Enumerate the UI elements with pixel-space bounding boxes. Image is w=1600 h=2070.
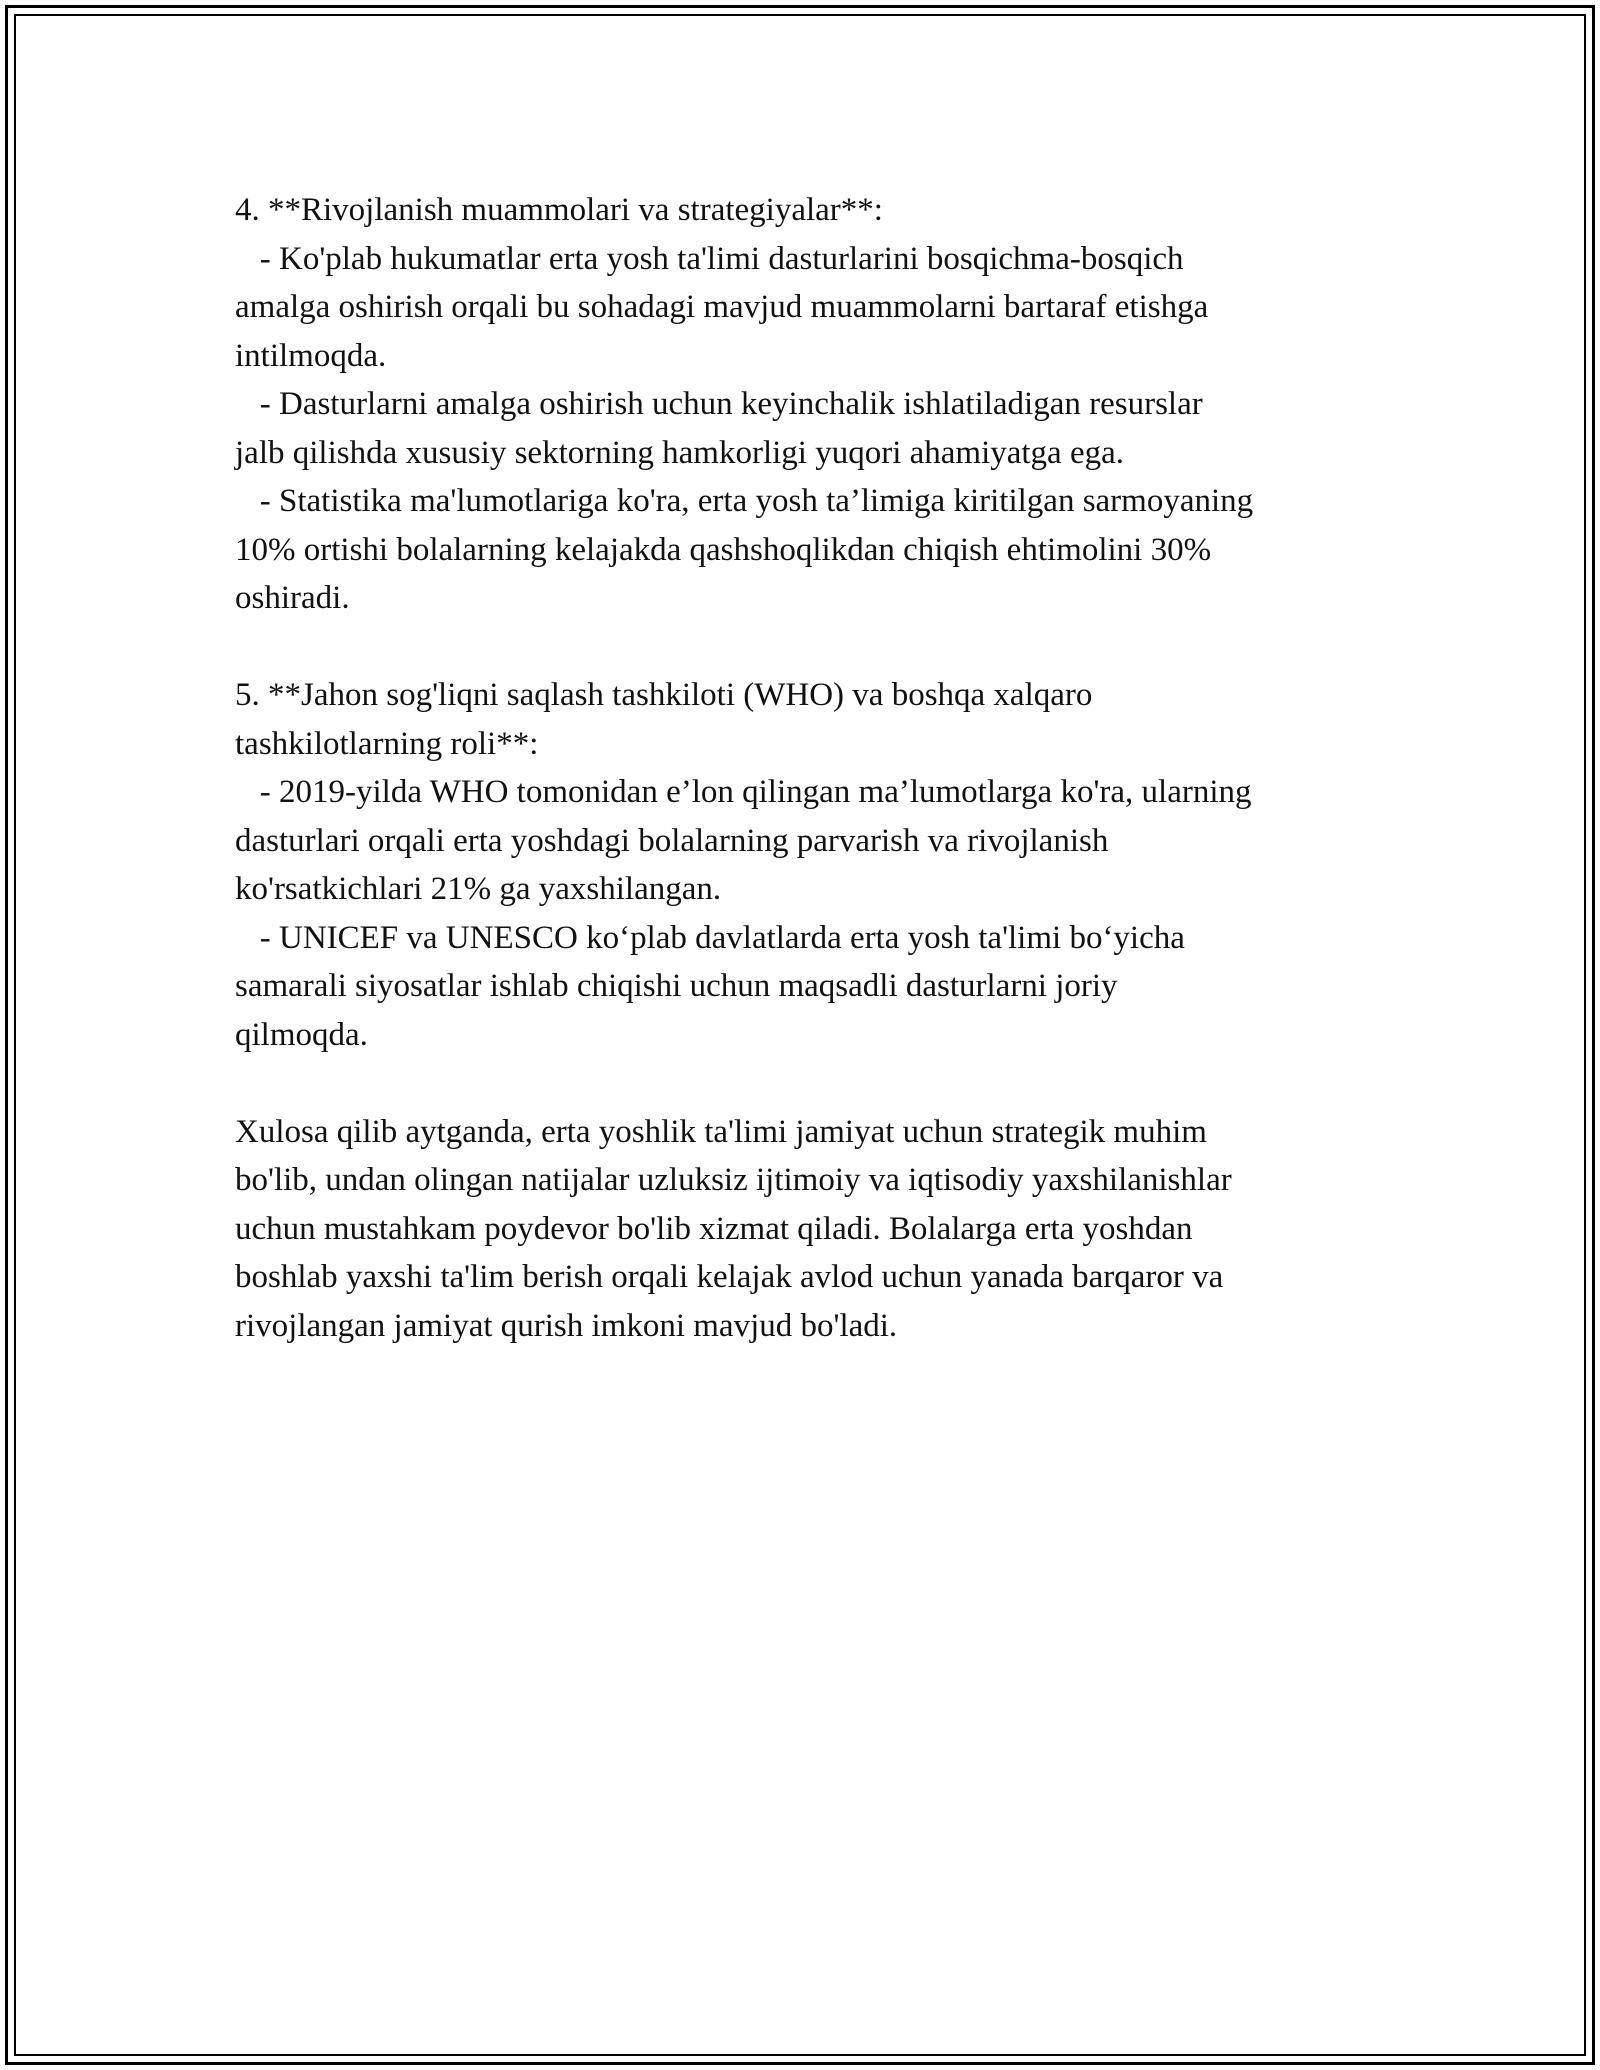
paragraph-gap bbox=[235, 1059, 1375, 1108]
section-5-bullet-1 bbox=[235, 768, 1375, 914]
text-line: - Statistika ma'lumotlariga ko'ra, erta yosh ta’limiga kiritilgan sarmoyaning bbox=[235, 483, 1254, 519]
section-5 bbox=[235, 671, 1375, 1059]
paragraph-gap bbox=[235, 623, 1375, 672]
text-line: qilmoqda. bbox=[235, 1016, 368, 1053]
text-line: 10% ortishi bolalarning kelajakda qashshoqlikdan chiqish ehtimolini 30% bbox=[235, 531, 1212, 568]
text-line: Xulosa qilib aytganda, erta yoshlik ta'limi jamiyat uchun strategik muhim bbox=[235, 1113, 1207, 1150]
text-line: amalga oshirish orqali bu sohadagi mavjud muammolarni bartaraf etishga bbox=[235, 289, 1209, 325]
text-line: bo'lib, undan olingan natijalar uzluksiz ijtimoiy va iqtisodiy yaxshilanishlar bbox=[235, 1162, 1232, 1198]
text-line: - 2019-yilda WHO tomonidan e’lon qilingan ma’lumotlarga ko'ra, ularning bbox=[235, 774, 1252, 810]
section-4 bbox=[235, 186, 1375, 623]
text-line: uchun mustahkam poydevor bo'lib xizmat qiladi. Bolalarga erta yoshdan bbox=[235, 1210, 1193, 1247]
text-line: ko'rsatkichlari 21% ga yaxshilangan. bbox=[235, 871, 722, 907]
conclusion-paragraph bbox=[235, 1108, 1375, 1351]
text-line: jalb qilishda xususiy sektorning hamkorligi yuqori ahamiyatga ega. bbox=[235, 434, 1125, 471]
text-line: dasturlari orqali erta yoshdagi bolalarning parvarish va rivojlanish bbox=[235, 822, 1109, 859]
section-5-heading bbox=[235, 671, 1375, 768]
section-4-bullet-2 bbox=[235, 380, 1375, 477]
text-line: oshiradi. bbox=[235, 580, 350, 616]
text-line: - UNICEF va UNESCO ko‘plab davlatlarda erta yosh ta'limi bo‘yicha bbox=[235, 919, 1185, 956]
text-line: 5. **Jahon sog'liqni saqlash tashkiloti (WHO) va boshqa xalqaro bbox=[235, 677, 1093, 713]
section-4-heading: 4. **Rivojlanish muammolari va strategiyalar**: bbox=[235, 192, 883, 228]
text-line: rivojlangan jamiyat qurish imkoni mavjud bo'ladi. bbox=[235, 1307, 898, 1344]
text-line: tashkilotlarning roli**: bbox=[235, 725, 539, 762]
document-body bbox=[235, 186, 1375, 1350]
section-5-bullet-2 bbox=[235, 914, 1375, 1060]
section-4-bullet-1 bbox=[235, 235, 1375, 381]
text-line: - Ko'plab hukumatlar erta yosh ta'limi dasturlarini bosqichma-bosqich bbox=[235, 240, 1184, 277]
text-line: boshlab yaxshi ta'lim berish orqali kelajak avlod uchun yanada barqaror va bbox=[235, 1259, 1224, 1295]
text-line: intilmoqda. bbox=[235, 337, 387, 374]
text-line: - Dasturlarni amalga oshirish uchun keyinchalik ishlatiladigan resurslar bbox=[235, 386, 1203, 422]
text-line: samarali siyosatlar ishlab chiqishi uchun maqsadli dasturlarni joriy bbox=[235, 968, 1118, 1004]
section-4-bullet-3 bbox=[235, 477, 1375, 623]
